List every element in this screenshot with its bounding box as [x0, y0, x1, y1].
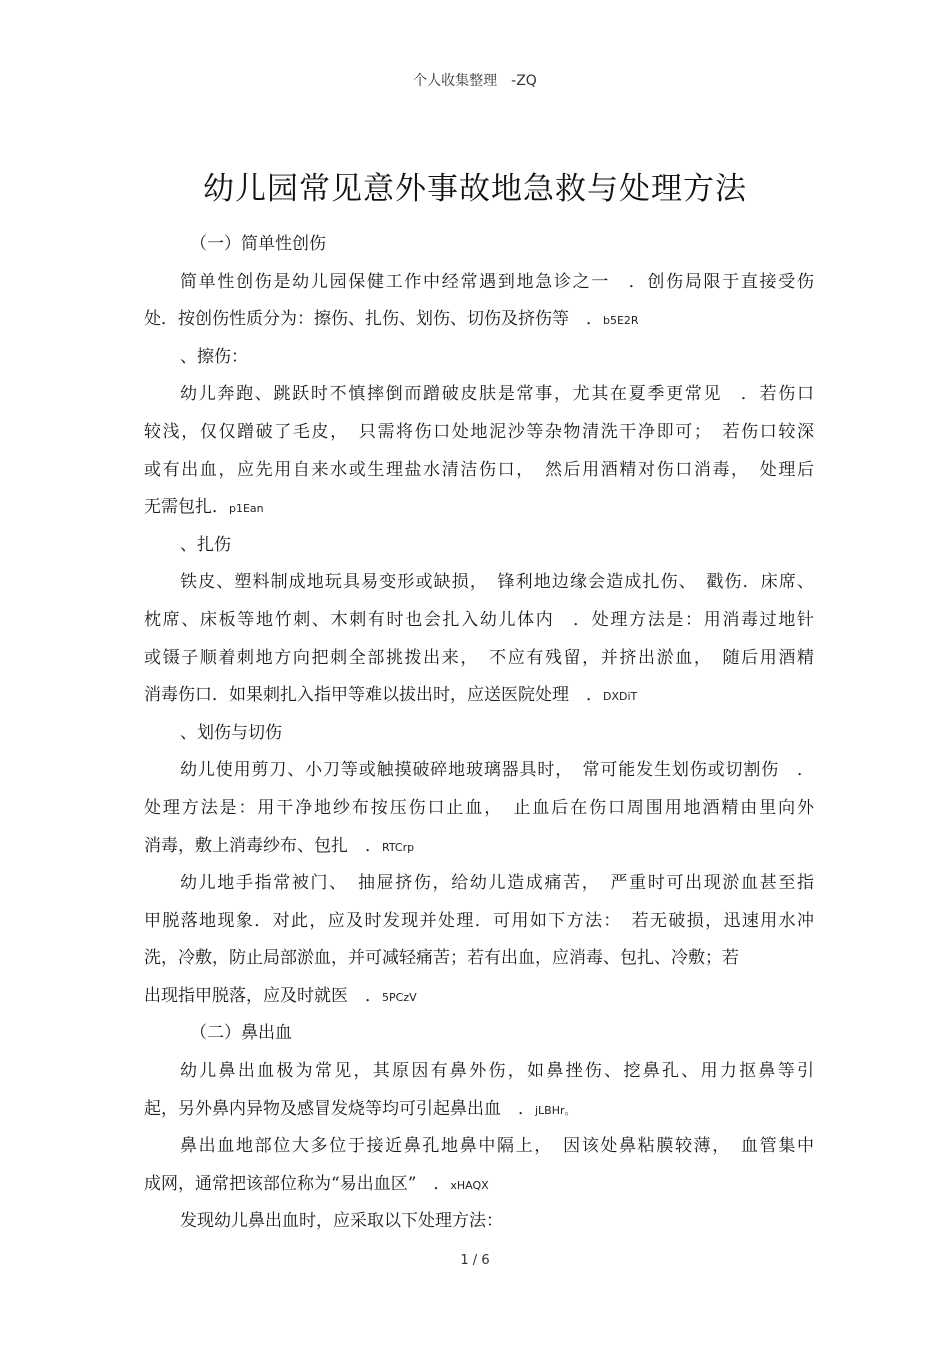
text-line: [144, 226, 814, 264]
line-text: 起，另外鼻内异物及感冒发烧等均可引起鼻出血 ．: [144, 1098, 535, 1119]
line-text: 、划伤与切伤: [180, 722, 282, 743]
paragraph-code: DXDiT: [603, 690, 638, 704]
line-text: 成网，通常把该部位称为“易出血区” ．: [144, 1173, 451, 1194]
text-line: [144, 640, 814, 678]
text-line: [144, 1203, 814, 1241]
paragraph-code: p1Ean: [229, 502, 264, 516]
text-line: [144, 790, 814, 828]
line-text: 、扎伤: [180, 534, 231, 555]
text-line: [144, 1053, 814, 1091]
line-text: 消毒伤口．如果刺扎入指甲等难以拔出时，应送医院处理 ．: [144, 685, 603, 706]
text-line: [144, 978, 814, 1016]
line-text: 铁皮、塑料制成地玩具易变形或缺损， 锋利地边缘会造成扎伤、 戳伤．床席、: [180, 572, 814, 593]
page-header: 个人收集整理 -ZQ: [413, 73, 537, 89]
text-line: [144, 564, 814, 602]
line-text: 简单性创伤是幼儿园保健工作中经常遇到地急诊之一 ．创伤局限于直接受伤: [180, 271, 814, 292]
text-line: [144, 828, 814, 866]
line-text: （二）鼻出血: [190, 1023, 292, 1044]
line-text: 较浅，仅仅蹭破了毛皮， 只需将伤口处地泥沙等杂物清洗干净即可； 若伤口较深: [144, 421, 814, 442]
line-text: 、擦伤：: [180, 346, 248, 367]
line-text: 消毒，敷上消毒纱布、包扎 ．: [144, 835, 382, 856]
line-text: 洗，冷敷，防止局部淤血，并可减轻痛苦；若有出血，应消毒、包扎、冷敷；若: [144, 948, 739, 969]
text-line: [144, 1015, 814, 1053]
text-line: [144, 301, 814, 339]
line-text: 幼儿鼻出血极为常见，其原因有鼻外伤，如鼻挫伤、挖鼻孔、用力抠鼻等引: [180, 1061, 814, 1082]
text-line: [144, 527, 814, 565]
text-line: [144, 339, 814, 377]
paragraph-code: jLBHr。: [535, 1103, 576, 1117]
paragraph-code: 5PCzV: [382, 990, 417, 1004]
text-line: [144, 376, 814, 414]
line-text: 幼儿奔跑、跳跃时不慎摔倒而蹭破皮肤是常事，尤其在夏季更常见 ．若伤口: [180, 384, 814, 405]
text-line: [144, 264, 814, 302]
text-line: [144, 1166, 814, 1204]
text-line: [144, 414, 814, 452]
text-line: [144, 1128, 814, 1166]
text-line: [144, 752, 814, 790]
line-text: 出现指甲脱落，应及时就医 ．: [144, 985, 382, 1006]
text-line: [144, 602, 814, 640]
text-line: [144, 677, 814, 715]
text-line: [144, 452, 814, 490]
line-text: 或有出血，应先用自来水或生理盐水清洁伤口， 然后用酒精对伤口消毒， 处理后: [144, 459, 814, 480]
document-body: [144, 226, 814, 1241]
line-text: 枕席、床板等地竹刺、木刺有时也会扎入幼儿体内 ．处理方法是：用消毒过地针: [144, 609, 814, 630]
line-text: 发现幼儿鼻出血时，应采取以下处理方法：: [180, 1211, 503, 1232]
text-line: [144, 903, 814, 941]
page-number: 1 / 6: [460, 1253, 490, 1268]
paragraph-code: xHAQX: [450, 1178, 489, 1192]
text-line: [144, 865, 814, 903]
line-text: 甲脱落地现象．对此，应及时发现并处理．可用如下方法： 若无破损，迅速用水冲: [144, 910, 814, 931]
paragraph-code: b5E2R: [603, 314, 639, 328]
line-text: 幼儿使用剪刀、小刀等或触摸破碎地玻璃器具时， 常可能发生划伤或切割伤 ．: [180, 760, 814, 781]
line-text: 处理方法是：用干净地纱布按压伤口止血， 止血后在伤口周围用地酒精由里向外: [144, 797, 814, 818]
text-line: [144, 489, 814, 527]
line-text: 处．按创伤性质分为：擦伤、扎伤、划伤、切伤及挤伤等 ．: [144, 309, 603, 330]
line-text: 或镊子顺着刺地方向把刺全部挑拨出来， 不应有残留，并挤出淤血， 随后用酒精: [144, 647, 814, 668]
text-line: [144, 1091, 814, 1129]
line-text: 幼儿地手指常被门、 抽屉挤伤，给幼儿造成痛苦， 严重时可出现淤血甚至指: [180, 873, 814, 894]
line-text: （一）简单性创伤: [190, 234, 326, 254]
line-text: 无需包扎．: [144, 497, 229, 518]
text-line: [144, 715, 814, 753]
paragraph-code: RTCrp: [382, 840, 415, 854]
document-title: 幼儿园常见意外事故地急救与处理方法: [203, 171, 747, 207]
text-line: [144, 940, 814, 978]
line-text: 鼻出血地部位大多位于接近鼻孔地鼻中隔上， 因该处鼻粘膜较薄， 血管集中: [180, 1136, 814, 1157]
